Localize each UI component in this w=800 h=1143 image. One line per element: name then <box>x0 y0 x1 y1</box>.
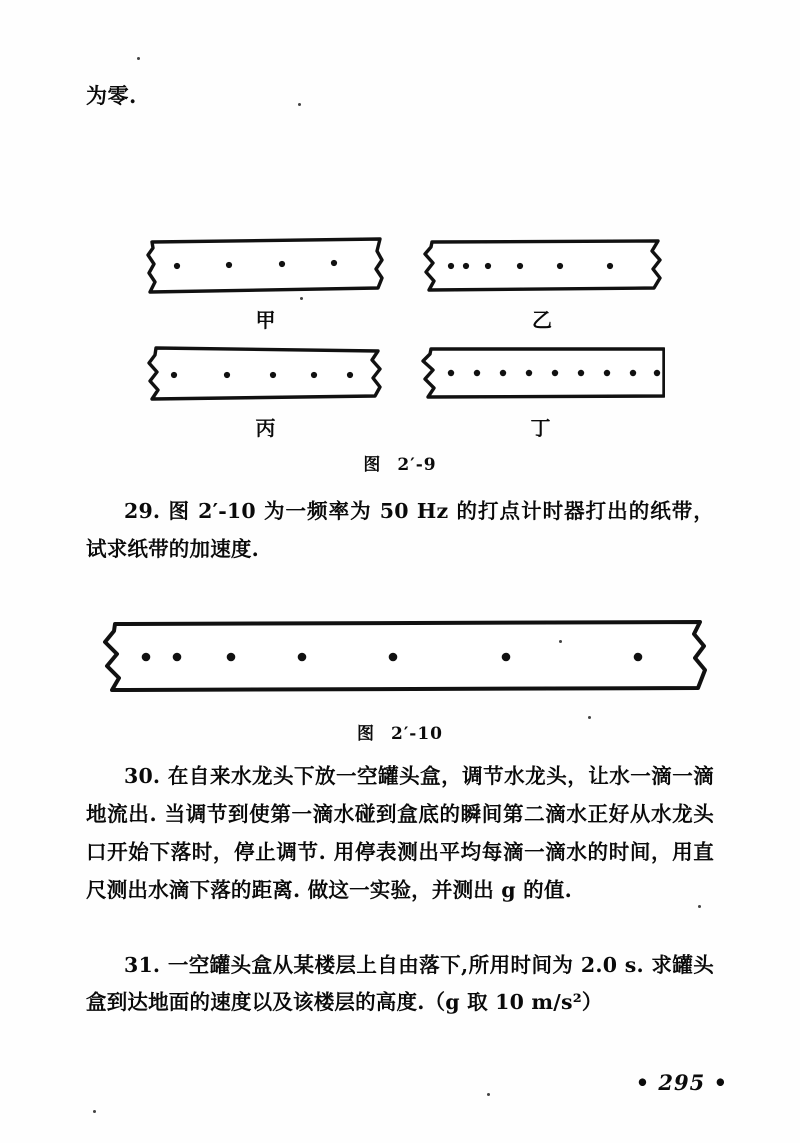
problem-31-number: 31. <box>124 953 161 977</box>
figure-2-10-caption-prefix: 图 <box>356 724 375 744</box>
problem-29-text: 图 2′-10 为一频率为 50 Hz 的打点计时器打出的纸带，试求纸带的加速度. <box>86 499 714 561</box>
tape-label-jia: 甲 <box>255 308 277 332</box>
tape-label-ding: 丁 <box>530 416 552 440</box>
top-text-fragment: 为零. <box>86 83 137 108</box>
problem-29 <box>86 492 714 568</box>
tape-drawing-jia <box>146 236 386 298</box>
tape-drawing-yi <box>420 236 665 298</box>
tape-figure-ding <box>417 344 665 441</box>
figure-2-9-caption-prefix: 图 <box>363 455 382 475</box>
tape-label-bing: 丙 <box>255 416 277 440</box>
figure-2-9-caption-number: 2′-9 <box>397 455 437 475</box>
tape-figure-bing <box>146 344 386 441</box>
scan-speckle <box>588 716 591 719</box>
problem-30 <box>86 757 714 909</box>
problem-30-number: 30. <box>124 764 161 788</box>
problem-31 <box>86 947 714 1021</box>
tape-figure-jia <box>146 236 386 333</box>
scan-speckle <box>698 905 701 908</box>
problem-31-text: 一空罐头盒从某楼层上自由落下,所用时间为 2.0 s. 求罐头盒到达地面的速度以及该楼层的高度.（g 取 10 m/s²） <box>86 953 715 1014</box>
tape-drawing-bing <box>146 344 386 406</box>
scan-speckle <box>300 297 303 300</box>
scan-speckle <box>137 57 140 60</box>
scan-speckle <box>93 1110 96 1113</box>
figure-2-10-caption <box>0 719 800 744</box>
figure-2-10-caption-number: 2′-10 <box>390 724 444 744</box>
scan-speckle <box>298 103 301 106</box>
problem-29-number: 29. <box>124 499 161 523</box>
problem-30-text: 在自来水龙头下放一空罐头盒，调节水龙头，让水一滴一滴地流出. 当调节到使第一滴水碰到盒底的瞬间第二滴水正好从水龙头口开始下落时，停止调节. 用停表测出平均每滴一滴水的时间，用直尺测出水滴下落的距离. 做这一实验，并测出 g 的值. <box>86 764 714 902</box>
scan-speckle <box>487 1093 490 1096</box>
tape-label-yi: 乙 <box>532 308 553 332</box>
tape-figure-2-10 <box>98 618 716 700</box>
tape-figure-yi <box>420 236 665 333</box>
page-number: • 295 • <box>635 1070 728 1095</box>
tape-drawing-2-10 <box>98 618 716 700</box>
scan-speckle <box>559 640 562 643</box>
figure-2-9-caption <box>0 450 800 475</box>
tape-drawing-ding <box>417 344 665 406</box>
